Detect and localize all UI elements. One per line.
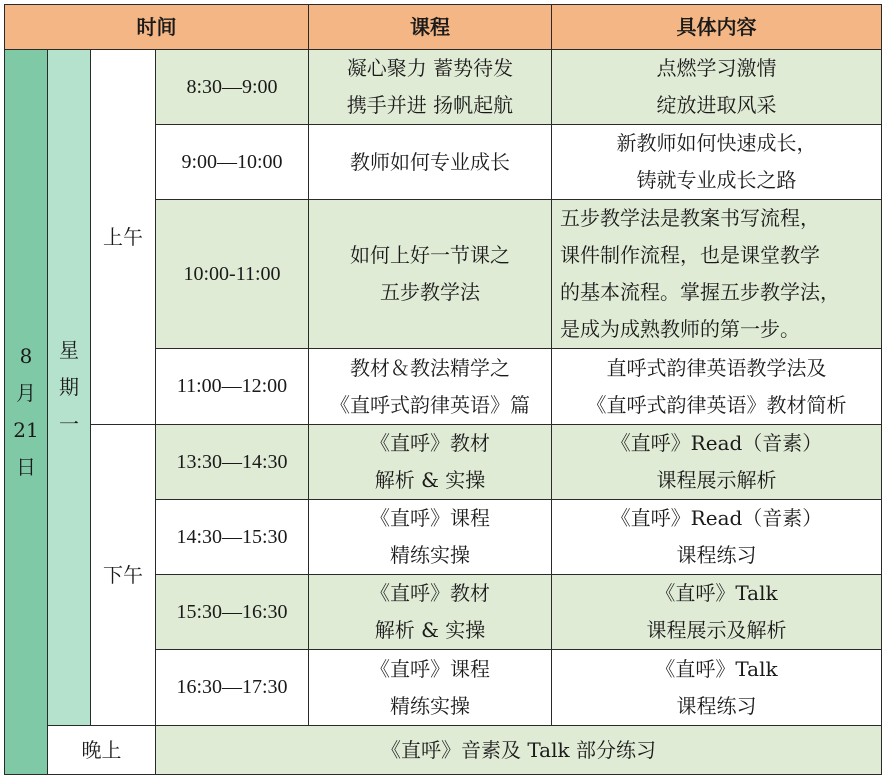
- course-cell: 如何上好一节课之 五步教学法: [309, 200, 552, 349]
- date-cell: 8 月 21 日: [5, 50, 48, 775]
- evening-activity-cell: 《直呼》音素及 Talk 部分练习: [156, 726, 882, 775]
- content-cell: 直呼式韵律英语教学法及 《直呼式韵律英语》教材简析: [552, 349, 882, 425]
- period-evening: 晚上: [48, 726, 156, 775]
- header-time: 时间: [5, 5, 309, 50]
- table-row: [5, 50, 882, 125]
- course-cell: 《直呼》课程 精练实操: [309, 650, 552, 726]
- content-cell: 新教师如何快速成长， 铸就专业成长之路: [552, 125, 882, 200]
- period-afternoon: 下午: [91, 425, 156, 726]
- header-row: [5, 5, 882, 50]
- time-cell: 9:00—10:00: [156, 125, 309, 200]
- content-cell: 五步教学法是教案书写流程， 课件制作流程，也是课堂教学 的基本流程。掌握五步教学法， 是成为成熟教师的第一步。: [552, 200, 882, 349]
- content-cell: 《直呼》Read（音素） 课程展示解析: [552, 425, 882, 500]
- weekday-cell: 星 期 一: [48, 50, 91, 726]
- course-cell: 《直呼》课程 精练实操: [309, 500, 552, 575]
- course-cell: 《直呼》教材 解析 & 实操: [309, 575, 552, 650]
- schedule-table: [4, 4, 882, 775]
- header-course: 课程: [309, 5, 552, 50]
- period-morning: 上午: [91, 50, 156, 425]
- time-cell: 13:30—14:30: [156, 425, 309, 500]
- content-cell: 《直呼》Read（音素） 课程练习: [552, 500, 882, 575]
- content-cell: 点燃学习激情 绽放进取风采: [552, 50, 882, 125]
- course-cell: 凝心聚力 蓄势待发 携手并进 扬帆起航: [309, 50, 552, 125]
- content-cell: 《直呼》Talk 课程展示及解析: [552, 575, 882, 650]
- time-cell: 14:30—15:30: [156, 500, 309, 575]
- course-cell: 教材＆教法精学之 《直呼式韵律英语》篇: [309, 349, 552, 425]
- time-cell: 11:00—12:00: [156, 349, 309, 425]
- header-content: 具体内容: [552, 5, 882, 50]
- time-cell: 10:00-11:00: [156, 200, 309, 349]
- time-cell: 8:30—9:00: [156, 50, 309, 125]
- time-cell: 16:30—17:30: [156, 650, 309, 726]
- evening-row: [5, 726, 882, 775]
- table-row: [5, 425, 882, 500]
- content-cell: 《直呼》Talk 课程练习: [552, 650, 882, 726]
- course-cell: 教师如何专业成长: [309, 125, 552, 200]
- course-cell: 《直呼》教材 解析 & 实操: [309, 425, 552, 500]
- time-cell: 15:30—16:30: [156, 575, 309, 650]
